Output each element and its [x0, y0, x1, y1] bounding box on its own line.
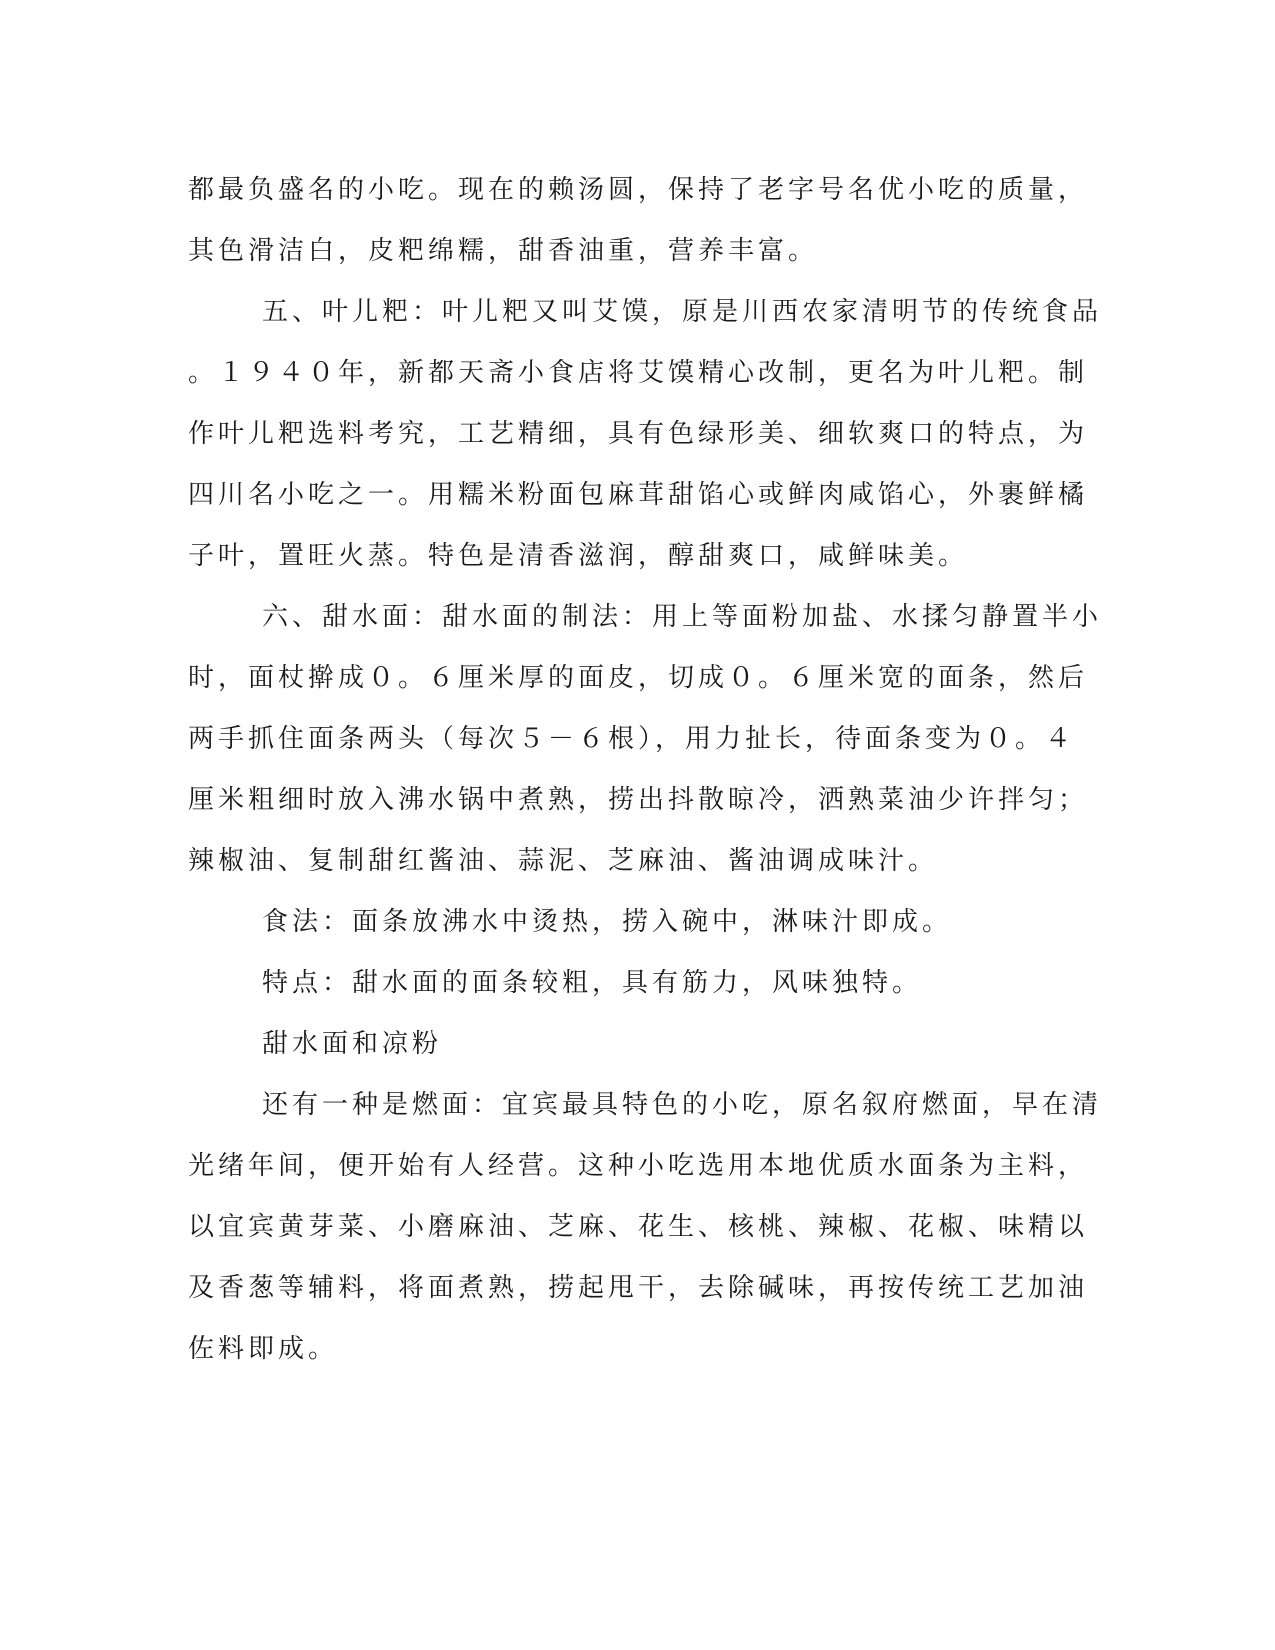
text-line: 以宜宾黄芽菜、小磨麻油、芝麻、花生、核桃、辣椒、花椒、味精以 [188, 1212, 1089, 1242]
text-line: 作叶儿粑选料考究，工艺精细，具有色绿形美、细软爽口的特点，为 [188, 419, 1089, 449]
text-line: 光绪年间，便开始有人经营。这种小吃选用本地优质水面条为主料， [188, 1151, 1089, 1181]
text-line: 及香葱等辅料，将面煮熟，捞起甩干，去除碱味，再按传统工艺加油 [188, 1273, 1089, 1303]
text-line: 。１９４０年，新都天斋小食店将艾馍精心改制，更名为叶儿粑。制 [188, 358, 1089, 388]
text-line: 四川名小吃之一。用糯米粉面包麻茸甜馅心或鲜肉咸馅心，外裹鲜橘 [188, 480, 1089, 510]
text-line: 其色滑洁白，皮粑绵糯，甜香油重，营养丰富。 [188, 236, 819, 266]
text-line: 六、甜水面：甜水面的制法：用上等面粉加盐、水揉匀静置半小 [262, 602, 1103, 632]
text-line: 厘米粗细时放入沸水锅中煮熟，捞出抖散晾冷，洒熟菜油少许拌匀； [188, 785, 1089, 815]
text-line: 都最负盛名的小吃。现在的赖汤圆，保持了老字号名优小吃的质量， [188, 175, 1089, 205]
text-line: 还有一种是燃面：宜宾最具特色的小吃，原名叙府燃面，早在清 [262, 1090, 1103, 1120]
text-line: 佐料即成。 [188, 1334, 339, 1364]
document-body [188, 160, 1103, 1380]
text-line: 特点：甜水面的面条较粗，具有筋力，风味独特。 [262, 968, 923, 998]
text-line: 甜水面和凉粉 [262, 1029, 443, 1059]
text-line: 五、叶儿粑：叶儿粑又叫艾馍，原是川西农家清明节的传统食品 [262, 297, 1103, 327]
text-line: 时，面杖擀成０。６厘米厚的面皮，切成０。６厘米宽的面条，然后 [188, 663, 1089, 693]
text-line: 辣椒油、复制甜红酱油、蒜泥、芝麻油、酱油调成味汁。 [188, 846, 939, 876]
text-line: 食法：面条放沸水中烫热，捞入碗中，淋味汁即成。 [262, 907, 953, 937]
text-line: 两手抓住面条两头（每次５－６根），用力扯长，待面条变为０。４ [188, 724, 1076, 754]
text-line: 子叶，置旺火蒸。特色是清香滋润，醇甜爽口，咸鲜味美。 [188, 541, 969, 571]
